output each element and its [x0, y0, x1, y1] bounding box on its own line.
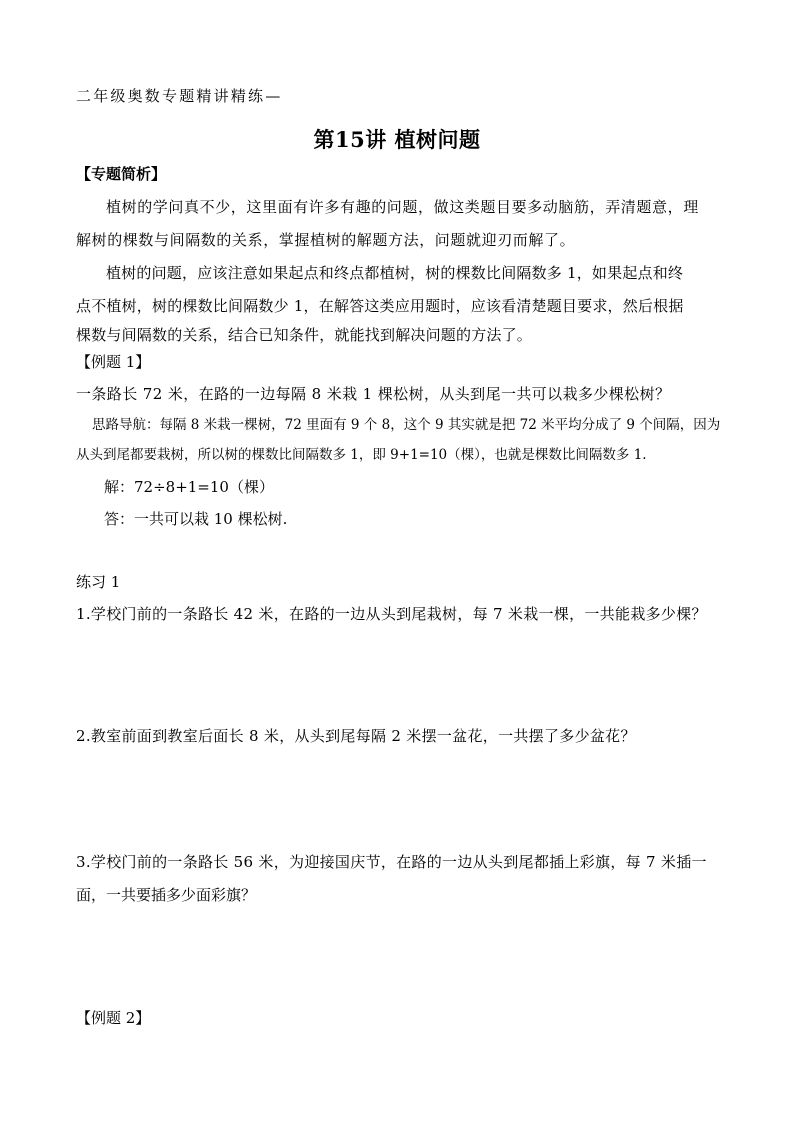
example-1-answer: 答：一共可以栽 10 棵松树.: [104, 510, 288, 528]
example-1-question: 一条路长 72 米，在路的一边每隔 8 米栽 1 棵松树，从头到尾一共可以栽多少棵松树？: [76, 385, 671, 403]
example-1-hint-line-1: 思路导航：每隔 8 米栽一棵树，72 里面有 9 个 8，这个 9 其实就是把 72 米平均分成了 9 个间隔，因为: [92, 417, 721, 433]
intro-paragraph-1-line-1: 植树的学问真不少，这里面有许多有趣的问题，做这类题目要多动脑筋，弄清题意，理: [106, 198, 699, 216]
practice-1-question-3-line-2: 面，一共要插多少面彩旗？: [76, 886, 257, 904]
example-1-heading: 【例题 1】: [76, 353, 151, 371]
practice-1-question-1: 1.学校门前的一条路长 42 米，在路的一边从头到尾栽树，每 7 米栽一棵，一共能栽多少棵？: [76, 605, 707, 623]
intro-paragraph-1-line-2: 解树的棵数与间隔数的关系，掌握植树的解题方法，问题就迎刃而解了。: [76, 231, 576, 249]
example-2-heading: 【例题 2】: [76, 1009, 151, 1027]
series-title: 二年级奥数专题精讲精练—: [76, 87, 283, 105]
practice-1-question-3-line-1: 3.学校门前的一条路长 56 米，为迎接国庆节，在路的一边从头到尾都插上彩旗，每 7 米插一: [76, 853, 707, 871]
example-1-solution: 解：72÷8+1=10（棵）: [104, 478, 274, 496]
lecture-title: 第15讲 植树问题: [313, 127, 481, 152]
intro-heading: 【专题简析】: [76, 165, 167, 183]
intro-paragraph-2-line-1: 植树的问题，应该注意如果起点和终点都植树，树的棵数比间隔数多 1，如果起点和终: [106, 264, 684, 282]
intro-paragraph-2-line-2: 点不植树，树的棵数比间隔数少 1，在解答这类应用题时，应该看清楚题目要求，然后根据: [76, 297, 684, 315]
practice-1-heading: 练习 1: [76, 573, 121, 591]
intro-paragraph-2-line-3: 棵数与间隔数的关系，结合已知条件，就能找到解决问题的方法了。: [76, 326, 533, 344]
practice-1-question-2: 2.教室前面到教室后面长 8 米，从头到尾每隔 2 米摆一盆花，一共摆了多少盆花？: [76, 727, 636, 745]
example-1-hint-line-2: 从头到尾都要栽树，所以树的棵数比间隔数多 1，即 9+1=10（棵），也就是棵数比间隔数多 1.: [76, 447, 647, 463]
